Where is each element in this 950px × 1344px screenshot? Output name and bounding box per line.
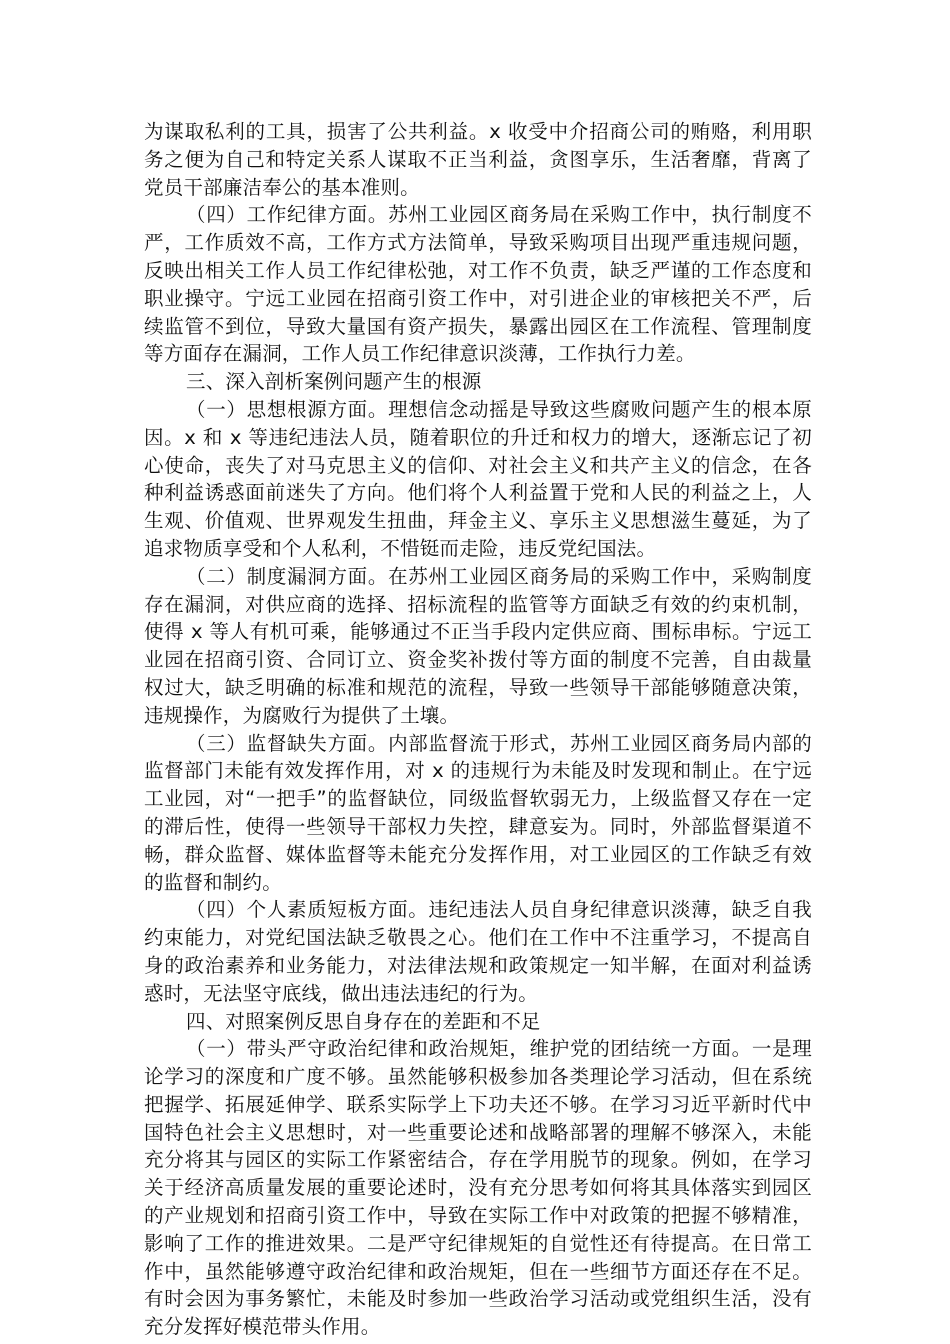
paragraph-continuation: 为谋取私利的工具，损害了公共利益。x 收受中介招商公司的贿赂，利用职务之便为自己和特定关系人谋取不正当利益，贪图享乐，生活奢靡，背离了党员干部廉洁奉公的基本准则。: [144, 120, 812, 199]
paragraph-personal-quality: （四）个人素质短板方面。违纪违法人员自身纪律意识淡薄，缺乏自我约束能力，对党纪国法缺乏敬畏之心。他们在工作中不注重学习，不提高自身的政治素养和业务能力，对法律法规和政策规定一知半解，在面对利益诱惑时，无法坚守底线，做出违法违纪的行为。: [144, 898, 812, 1005]
paragraph-supervision-lacking: （三）监督缺失方面。内部监督流于形式，苏州工业园区商务局内部的监督部门未能有效发挥作用，对 x 的违规行为未能及时发现和制止。在宁远工业园，对“一把手”的监督缺位，同级监督软弱无力，上级监督又存在一定的滞后性，使得一些领导干部权力失控，肆意妄为。同时，外部监督渠道不畅，群众监督、媒体监督等未能充分发挥作用，对工业园区的工作缺乏有效的监督和制约。: [144, 731, 812, 894]
paragraph-ideological-roots: （一）思想根源方面。理想信念动摇是导致这些腐败问题产生的根本原因。x 和 x 等违纪违法人员，随着职位的升迁和权力的增大，逐渐忘记了初心使命，丧失了对马克思主义的信仰、对社会主义和共产主义的信念，在各种利益诱惑面前迷失了方向。他们将个人利益置于党和人民的利益之上，人生观、价值观、世界观发生扭曲，拜金主义、享乐主义思想滋生蔓延，为了追求物质享受和个人私利，不惜铤而走险，违反党纪国法。: [144, 397, 812, 560]
document-page: [144, 118, 812, 1341]
paragraph-work-discipline: （四）工作纪律方面。苏州工业园区商务局在采购工作中，执行制度不严，工作质效不高，工作方式方法简单，导致采购项目出现严重违规问题，反映出相关工作人员工作纪律松弛，对工作不负责，缺乏严谨的工作态度和职业操守。宁远工业园在招商引资工作中，对引进企业的审核把关不严，后续监管不到位，导致大量国有资产损失，暴露出园区在工作流程、管理制度等方面存在漏洞，工作人员工作纪律意识淡薄，工作执行力差。: [144, 203, 812, 366]
paragraph-system-loopholes: （二）制度漏洞方面。在苏州工业园区商务局的采购工作中，采购制度存在漏洞，对供应商的选择、招标流程的监管等方面缺乏有效的约束机制，使得 x 等人有机可乘，能够通过不正当手段内定供应商、围标串标。宁远工业园在招商引资、合同订立、资金奖补拨付等方面的制度不完善，自由裁量权过大，缺乏明确的标准和规范的流程，导致一些领导干部能够随意决策，违规操作，为腐败行为提供了土壤。: [144, 564, 812, 727]
paragraph-political-discipline: （一）带头严守政治纪律和政治规矩，维护党的团结统一方面。一是理论学习的深度和广度不够。虽然能够积极参加各类理论学习活动，但在系统把握学、拓展延伸学、联系实际学上下功夫还不够。在学习习近平新时代中国特色社会主义思想时，对一些重要论述和战略部署的理解不够深入，未能充分将其与园区的实际工作紧密结合，存在学用脱节的现象。例如，在学习关于经济高质量发展的重要论述时，没有充分思考如何将其具体落实到园区的产业规划和招商引资工作中，导致在实际工作中对政策的把握不够精准，影响了工作的推进效果。二是严守纪律规矩的自觉性还有待提高。在日常工作中，虽然能够遵守政治纪律和政治规矩，但在一些细节方面还存在不足。有时会因为事务繁忙，未能及时参加一些政治学习活动或党组织生活，没有充分发挥好模范带头作用。: [144, 1037, 812, 1339]
section-heading-self-reflection: 四、对照案例反思自身存在的差距和不足: [186, 1009, 541, 1033]
section-heading-root-causes: 三、深入剖析案例问题产生的根源: [186, 370, 482, 394]
